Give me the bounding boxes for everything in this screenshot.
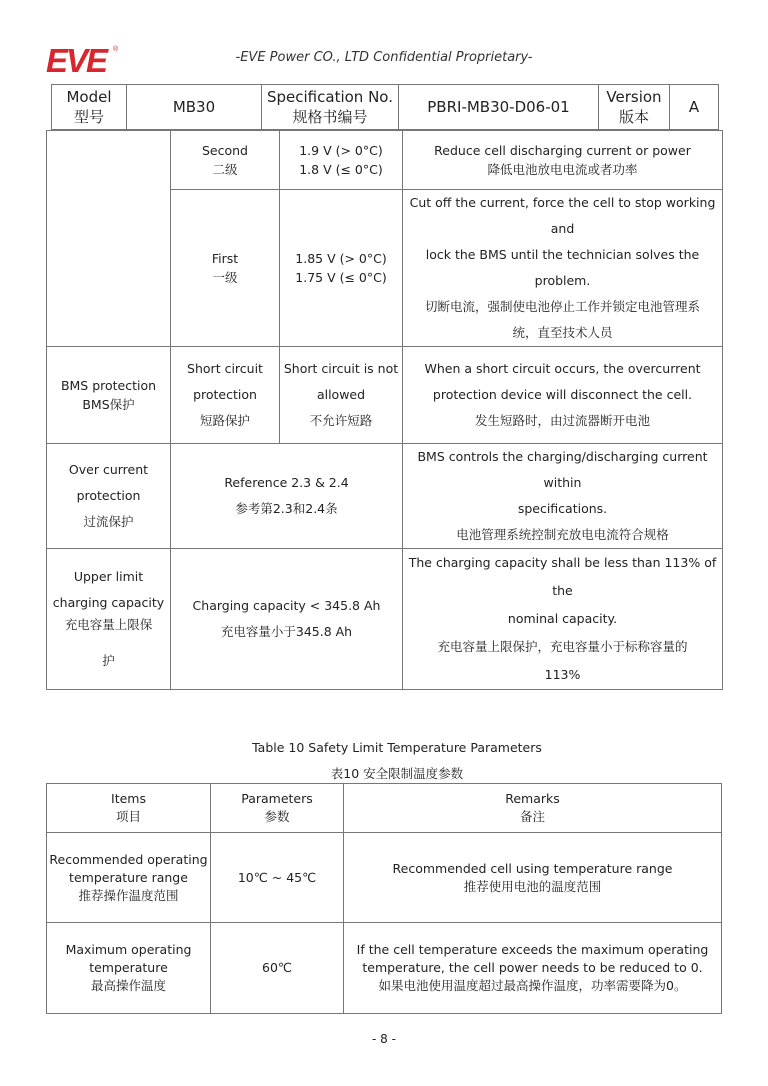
logo-registered-mark: ® <box>113 46 119 53</box>
table-row <box>47 923 722 1014</box>
upper-limit-item: Upper limit charging capacity 充电容量上限保 护 <box>47 549 171 690</box>
max-temp-param: 60℃ <box>211 923 344 1014</box>
version-label: Version 版本 <box>599 85 670 130</box>
header-items: Items 项目 <box>47 784 211 833</box>
model-label: Model 型号 <box>52 85 127 130</box>
first-remark: Cut off the current, force the cell to stop working and lock the BMS until the technician solves the problem. 切断电流，强制使电池停止工作并锁定电池管理系 统，直至技术人员 <box>403 190 723 347</box>
over-current-item: Over current protection 过流保护 <box>47 444 171 549</box>
upper-limit-param: Charging capacity < 345.8 Ah 充电容量小于345.8 Ah <box>171 549 403 690</box>
page-number: - 8 - <box>372 1032 396 1046</box>
max-temp-item: Maximum operating temperature 最高操作温度 <box>47 923 211 1014</box>
second-voltage: 1.9 V (> 0°C) 1.8 V (≤ 0°C) <box>280 131 403 190</box>
spec-header-table <box>51 84 719 130</box>
short-circuit-remark: When a short circuit occurs, the overcurrent protection device will disconnect the cell. 发生短路时，由过流器断开电池 <box>403 347 723 444</box>
empty-item-cell <box>47 131 171 347</box>
table10-caption-en: Table 10 Safety Limit Temperature Parameters <box>252 740 542 755</box>
recommended-temp-param: 10℃ ~ 45℃ <box>211 833 344 923</box>
upper-limit-remark: The charging capacity shall be less than 113% of the nominal capacity. 充电容量上限保护，充电容量小于标称容量的 113% <box>403 549 723 690</box>
max-temp-remark: If the cell temperature exceeds the maximum operating temperature, the cell power needs to be reduced to 0. 如果电池使用温度超过最高操作温度，功率需要降为0。 <box>344 923 722 1014</box>
spec-label: Specification No. 规格书编号 <box>262 85 399 130</box>
bms-protection-item: BMS protection BMS保护 <box>47 347 171 444</box>
over-current-param: Reference 2.3 & 2.4 参考第2.3和2.4条 <box>171 444 403 549</box>
short-circuit-type: Short circuit protection 短路保护 <box>171 347 280 444</box>
header-remarks: Remarks 备注 <box>344 784 722 833</box>
first-voltage: 1.85 V (> 0°C) 1.75 V (≤ 0°C) <box>280 190 403 347</box>
table-row <box>47 131 723 190</box>
table-row <box>47 347 723 444</box>
table10-caption-cn: 表10 安全限制温度参数 <box>330 766 464 781</box>
over-current-remark: BMS controls the charging/discharging current within specifications. 电池管理系统控制充放电电流符合规格 <box>403 444 723 549</box>
second-remark: Reduce cell discharging current or power 降低电池放电电流或者功率 <box>403 131 723 190</box>
confidential-notice: -EVE Power CO., LTD Confidential Proprietary- <box>235 50 533 65</box>
spec-value: PBRI-MB30-D06-01 <box>399 85 599 130</box>
table10-temperature <box>46 783 722 1014</box>
level-first: First 一级 <box>171 190 280 347</box>
recommended-temp-item: Recommended operating temperature range 推荐操作温度范围 <box>47 833 211 923</box>
header-parameters: Parameters 参数 <box>211 784 344 833</box>
protection-table <box>46 130 723 690</box>
recommended-temp-remark: Recommended cell using temperature range 推荐使用电池的温度范围 <box>344 833 722 923</box>
model-value: MB30 <box>127 85 262 130</box>
table-row <box>47 549 723 690</box>
table-row <box>47 833 722 923</box>
logo-text: EVE <box>46 42 107 76</box>
version-value: A <box>670 85 719 130</box>
level-second: Second 二级 <box>171 131 280 190</box>
short-circuit-param: Short circuit is not allowed 不允许短路 <box>280 347 403 444</box>
table-header-row <box>47 784 722 833</box>
table-row <box>47 444 723 549</box>
